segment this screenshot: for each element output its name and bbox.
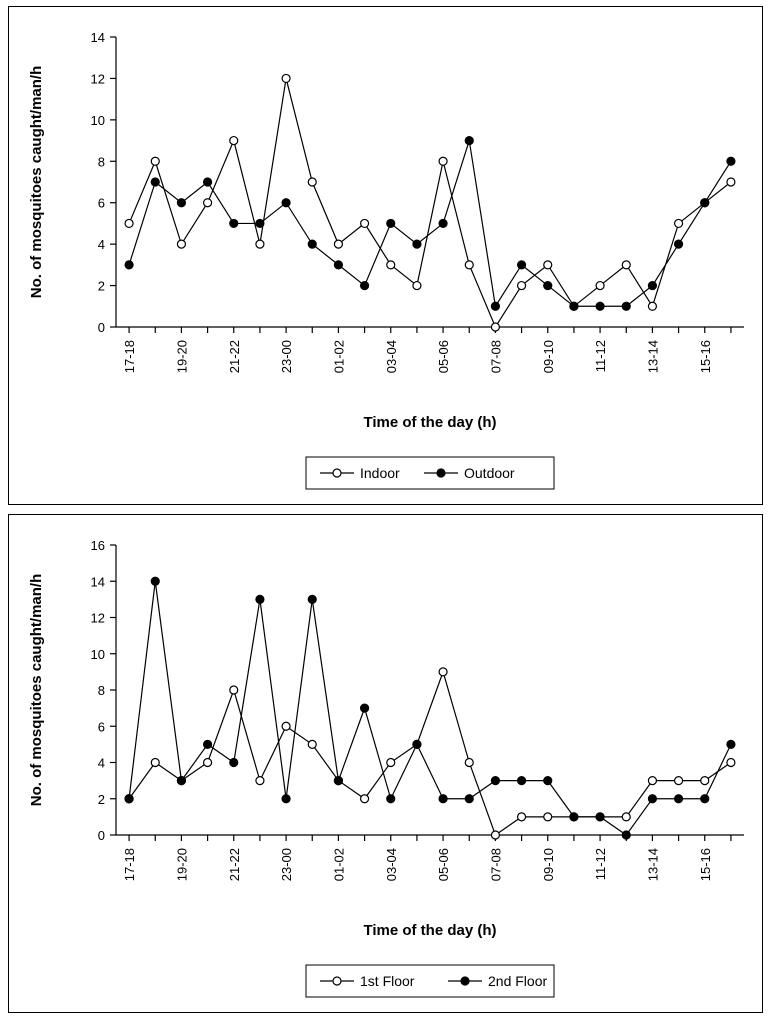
data-point [544,282,552,290]
y-tick-label: 8 [97,683,105,698]
data-point [151,577,159,585]
data-point [282,199,290,207]
chart-panel-indoor-outdoor [8,6,763,505]
series-line-1 [129,78,731,327]
data-point [439,795,447,803]
data-point [308,178,316,186]
data-point [361,795,369,803]
legend-swatch-marker-2 [437,469,445,477]
y-tick-label: 10 [90,112,105,128]
data-point [230,686,238,694]
x-tick-label: 09-10 [540,340,556,374]
data-point [544,777,552,785]
data-point [727,178,735,186]
y-tick-label: 2 [97,791,105,807]
data-point [465,795,473,803]
data-point [413,740,421,748]
x-tick-label: 13-14 [645,848,661,882]
data-point [675,240,683,248]
y-tick-label: 6 [97,719,105,735]
data-point [230,759,238,767]
chart-svg-indoor-outdoor [9,7,762,504]
data-point [465,759,473,767]
series-line-1 [129,672,731,835]
data-point [675,219,683,227]
legend-label-1: 1st Floor [360,973,415,989]
x-tick-label: 23-00 [279,848,295,882]
data-point [596,302,604,310]
data-point [491,777,499,785]
data-point [648,302,656,310]
x-tick-label: 15-16 [697,340,713,374]
x-tick-label: 19-20 [174,340,190,374]
x-tick-label: 07-08 [488,340,504,374]
data-point [125,219,133,227]
x-tick-label: 07-08 [488,848,504,882]
data-point [622,813,630,821]
y-tick-label: 8 [97,154,105,170]
x-tick-label: 17-18 [122,848,138,882]
data-point [334,777,342,785]
y-tick-label: 0 [97,828,105,843]
data-point [387,261,395,269]
x-tick-label: 05-06 [436,340,452,374]
data-point [387,795,395,803]
legend-label-2: Outdoor [464,465,515,481]
chart-panel-floors [8,514,763,1013]
data-point [361,219,369,227]
data-point [308,595,316,603]
data-point [648,777,656,785]
y-tick-label: 4 [97,755,105,771]
data-point [204,759,212,767]
data-point [622,261,630,269]
x-axis-label: Time of the day (h) [363,922,497,939]
x-tick-label: 21-22 [226,340,242,374]
y-tick-label: 16 [90,538,105,553]
y-tick-label: 4 [97,237,105,253]
data-point [491,323,499,331]
data-point [518,261,526,269]
data-point [230,219,238,227]
data-point [308,740,316,748]
x-tick-label: 01-02 [331,340,347,374]
data-point [439,157,447,165]
data-point [361,704,369,712]
y-tick-label: 10 [90,646,105,662]
chart-indoor-outdoor [9,7,762,504]
data-point [256,219,264,227]
data-point [413,240,421,248]
data-point [125,261,133,269]
x-tick-label: 21-22 [226,848,242,882]
data-point [596,282,604,290]
data-point [282,74,290,82]
data-point [518,777,526,785]
data-point [701,777,709,785]
y-tick-label: 14 [90,30,105,45]
chart-floors [9,515,762,1012]
legend-swatch-marker-1 [333,469,341,477]
data-point [151,157,159,165]
data-point [177,777,185,785]
x-tick-label: 17-18 [122,340,138,374]
x-tick-label: 11-12 [593,340,609,373]
data-point [622,831,630,839]
data-point [361,282,369,290]
data-point [204,178,212,186]
y-axis-label: No. of mosquitoes caught/man/h [28,65,45,299]
x-tick-label: 09-10 [540,848,556,882]
y-tick-label: 6 [97,195,105,211]
y-tick-label: 12 [90,610,105,626]
data-point [387,759,395,767]
x-tick-label: 03-04 [383,848,399,882]
data-point [334,240,342,248]
data-point [570,302,578,310]
y-tick-label: 0 [97,320,105,335]
x-tick-label: 11-12 [593,848,609,881]
y-tick-label: 14 [90,574,105,590]
x-tick-label: 13-14 [645,340,661,374]
data-point [151,178,159,186]
data-point [675,777,683,785]
data-point [701,795,709,803]
data-point [491,831,499,839]
data-point [387,219,395,227]
x-axis-label: Time of the day (h) [363,414,497,431]
data-point [282,722,290,730]
y-tick-label: 2 [97,278,105,294]
data-point [177,199,185,207]
data-point [518,813,526,821]
data-point [622,302,630,310]
data-point [413,282,421,290]
data-point [256,777,264,785]
legend-label-1: Indoor [360,465,400,481]
data-point [439,668,447,676]
data-point [439,219,447,227]
data-point [256,240,264,248]
data-point [675,795,683,803]
data-point [334,261,342,269]
data-point [151,759,159,767]
legend-swatch-marker-2 [461,977,469,985]
x-tick-label: 01-02 [331,848,347,882]
data-point [282,795,290,803]
x-tick-label: 03-04 [383,340,399,374]
data-point [727,157,735,165]
data-point [125,795,133,803]
data-point [204,199,212,207]
data-point [465,137,473,145]
data-point [596,813,604,821]
data-point [544,261,552,269]
data-point [204,740,212,748]
data-point [727,740,735,748]
legend-swatch-marker-1 [333,977,341,985]
data-point [491,302,499,310]
y-axis-label: No. of mosquitoes caught/man/h [28,573,45,807]
data-point [727,759,735,767]
data-point [701,199,709,207]
x-tick-label: 05-06 [436,848,452,882]
data-point [648,282,656,290]
x-tick-label: 19-20 [174,848,190,882]
data-point [177,240,185,248]
data-point [570,813,578,821]
data-point [544,813,552,821]
chart-svg-floors [9,515,762,1012]
data-point [465,261,473,269]
data-point [308,240,316,248]
legend-label-2: 2nd Floor [488,973,548,989]
data-point [518,282,526,290]
data-point [256,595,264,603]
y-tick-label: 12 [90,71,105,87]
data-point [230,137,238,145]
x-tick-label: 23-00 [279,340,295,374]
data-point [648,795,656,803]
x-tick-label: 15-16 [697,848,713,882]
